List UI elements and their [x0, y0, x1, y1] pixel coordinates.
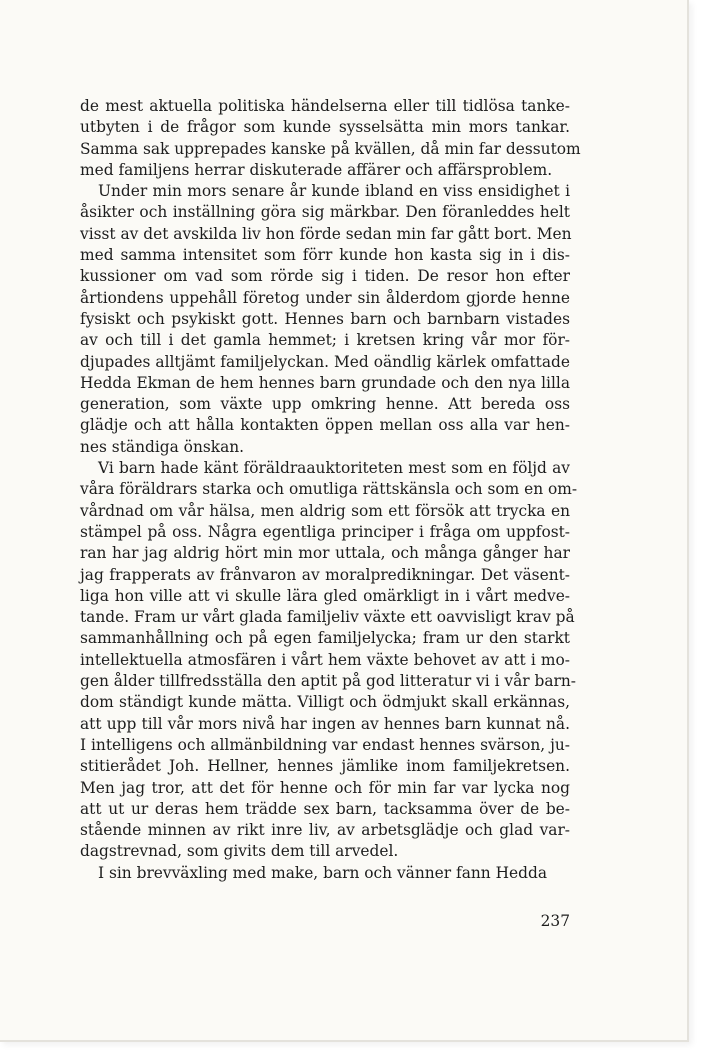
body-text: [80, 96, 581, 884]
text-line: tande. Fram ur vårt glada familjeliv växte ett oavvisligt krav på: [80, 608, 575, 627]
text-line: utbyten i de frågor som kunde sysselsätta min mors tankar.: [80, 118, 570, 137]
text-line: Hedda Ekman de hem hennes barn grundade och den nya lilla: [80, 373, 570, 392]
text-line: att ut ur deras hem trädde sex barn, tacksamma över de be-: [80, 799, 570, 818]
text-line: dom ständigt kunde mätta. Villigt och ödmjukt skall erkännas,: [80, 693, 570, 712]
text-line: åsikter och inställning göra sig märkbar. Den föranleddes helt: [80, 203, 570, 222]
text-line: våra föräldrars starka och omutliga rättskänsla och som en om-: [80, 480, 578, 499]
text-line: de mest aktuella politiska händelserna eller till tidlösa tanke-: [80, 97, 570, 115]
text-line: kussioner om vad som rörde sig i tiden. De resor hon efter: [80, 267, 570, 286]
text-line: dagstrevnad, som givits dem till arvedel.: [80, 842, 399, 861]
text-line: vårdnad om vår hälsa, men aldrig som ett försök att trycka en: [80, 501, 570, 520]
text-line: I sin brevväxling med make, barn och vänner fann Hedda: [98, 863, 548, 882]
text-line: intellektuella atmosfären i vårt hem växte behovet av att i mo-: [80, 650, 570, 669]
text-line: sammanhållning och på egen familjelycka; fram ur den starkt: [80, 629, 570, 648]
paragraph: [80, 863, 570, 884]
text-line: liga hon ville att vi skulle lära gled omärkligt in i vårt medve-: [80, 586, 570, 605]
text-line: stämpel på oss. Några egentliga principer i fråga om uppfost-: [80, 522, 570, 541]
text-line: visst av det avskilda liv hon förde sedan min far gått bort. Men: [80, 224, 572, 243]
text-line: Under min mors senare år kunde ibland en viss ensidighet i: [98, 182, 570, 201]
text-line: Vi barn hade känt föräldraauktoriteten mest som en följd av: [98, 459, 570, 478]
text-line: ran har jag aldrig hört min mor uttala, och många gånger har: [80, 544, 570, 563]
text-line: generation, som växte upp omkring henne. Att bereda oss: [80, 395, 570, 414]
text-line: djupades alltjämt familjelyckan. Med oändlig kärlek omfattade: [80, 352, 570, 371]
text-line: I intelligens och allmänbildning var endast hennes svärson, ju-: [80, 735, 570, 754]
paragraph: [80, 96, 581, 181]
paragraph: [80, 458, 578, 863]
text-line: stitierådet Joh. Hellner, hennes jämlike inom familjekretsen.: [80, 757, 570, 776]
text-line: med samma intensitet som förr kunde hon kasta sig in i dis-: [80, 246, 570, 265]
text-line: Men jag tror, att det för henne och för min far var lycka nog: [80, 778, 570, 797]
text-line: fysiskt och psykiskt gott. Hennes barn och barnbarn vistades: [80, 309, 570, 328]
text-line: med familjens herrar diskuterade affärer och affärsproblem.: [80, 160, 553, 179]
text-line: gen ålder tillfredsställa den aptit på god litteratur vi i vår barn-: [80, 672, 577, 691]
text-line: årtiondens uppehåll företog under sin ålderdom gjorde henne: [80, 288, 570, 307]
text-line: glädje och att hålla kontakten öppen mellan oss alla var hen-: [80, 416, 570, 435]
text-line: av och till i det gamla hemmet; i kretsen kring vår mor för-: [80, 331, 570, 350]
text-line: Samma sak upprepades kanske på kvällen, då min far dessutom: [80, 139, 581, 158]
text-line: jag frapperats av frånvaron av moralpredikningar. Det väsent-: [80, 565, 570, 584]
paragraph: [80, 181, 570, 458]
text-line: nes ständiga önskan.: [80, 437, 245, 456]
page-number: 237: [540, 912, 570, 930]
text-line: att upp till vår mors nivå har ingen av hennes barn kunnat nå.: [80, 714, 570, 733]
text-line: stående minnen av rikt inre liv, av arbetsglädje och glad var-: [80, 821, 570, 840]
